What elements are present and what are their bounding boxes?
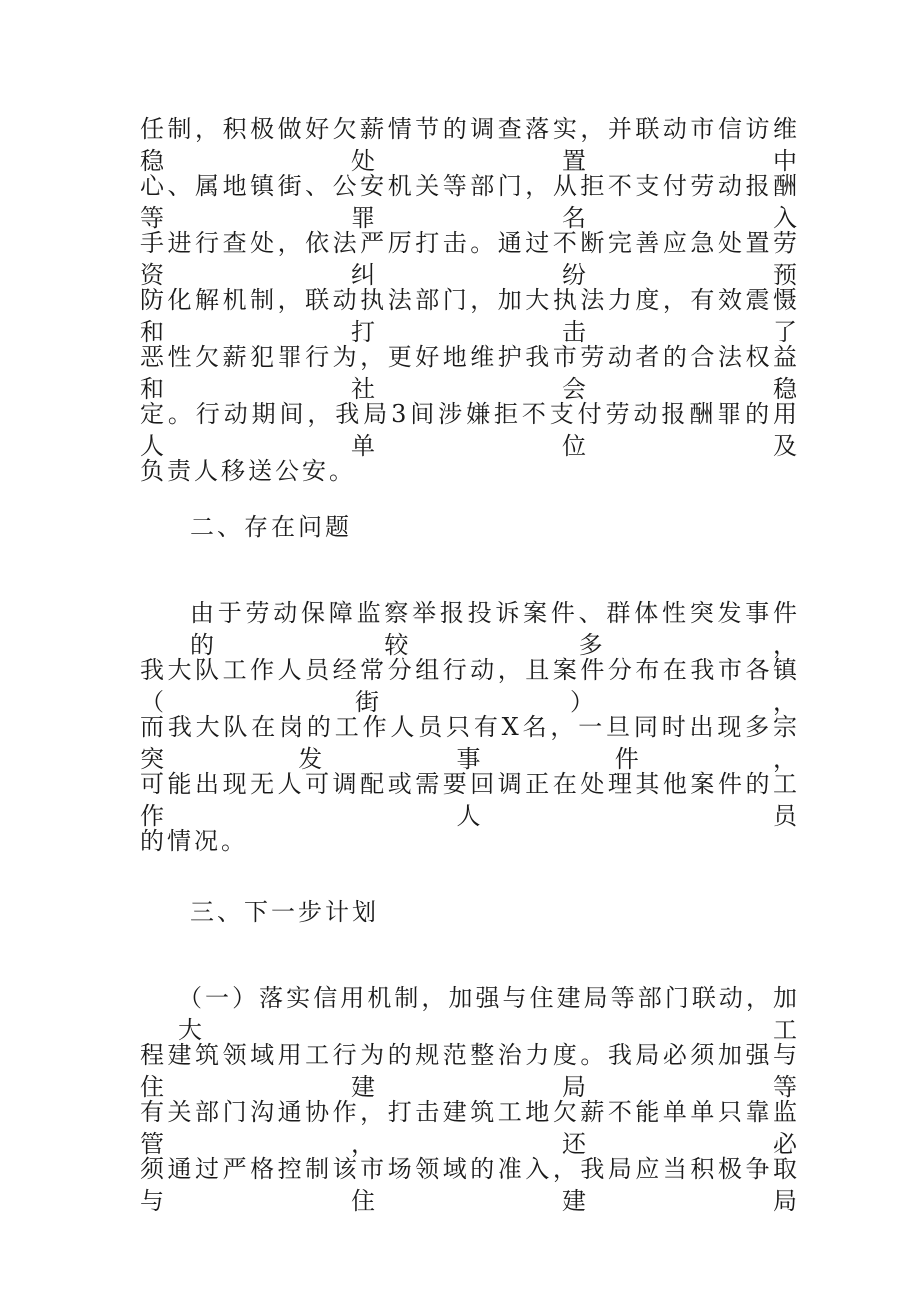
paragraph-line: 有关部门沟通协作，打击建筑工地欠薪不能单单只靠监管，还必 xyxy=(140,1098,800,1158)
paragraph-line: 程建筑领域用工行为的规范整治力度。我局必须加强与住建局等 xyxy=(140,1041,800,1101)
paragraph-line: 负责人移送公安。 xyxy=(140,457,356,485)
paragraph-line: 须通过严格控制该市场领域的准入，我局应当积极争取与住建局 xyxy=(140,1155,800,1215)
paragraph-line: 可能出现无人可调配或需要回调正在处理其他案件的工作人员 xyxy=(140,770,800,830)
paragraph-line: 心、属地镇街、公安机关等部门，从拒不支付劳动报酬等罪名入 xyxy=(140,172,800,232)
section-heading-problems: 二、存在问题 xyxy=(190,513,352,541)
paragraph-line: 恶性欠薪犯罪行为，更好地维护我市劳动者的合法权益和社会稳 xyxy=(140,343,800,403)
paragraph-line: 由于劳动保障监察举报投诉案件、群体性突发事件的较多， xyxy=(190,599,800,659)
section-heading-next-steps: 三、下一步计划 xyxy=(190,898,379,926)
paragraph-line: 防化解机制，联动执法部门，加大执法力度，有效震慑和打击了 xyxy=(140,286,800,346)
paragraph-line: （一）落实信用机制，加强与住建局等部门联动，加大工 xyxy=(178,984,800,1044)
paragraph-line: 我大队工作人员经常分组行动，且案件分布在我市各镇（街）， xyxy=(140,656,800,716)
paragraph-line: 的情况。 xyxy=(140,827,248,855)
paragraph-line: 而我大队在岗的工作人员只有X名，一旦同时出现多宗突发事件， xyxy=(140,713,800,773)
paragraph-line: 手进行查处，依法严厉打击。通过不断完善应急处置劳资纠纷预 xyxy=(140,229,800,289)
paragraph-line: 定。行动期间，我局3间涉嫌拒不支付劳动报酬罪的用人单位及 xyxy=(140,400,800,460)
paragraph-line: 任制，积极做好欠薪情节的调查落实，并联动市信访维稳处置中 xyxy=(140,115,800,175)
